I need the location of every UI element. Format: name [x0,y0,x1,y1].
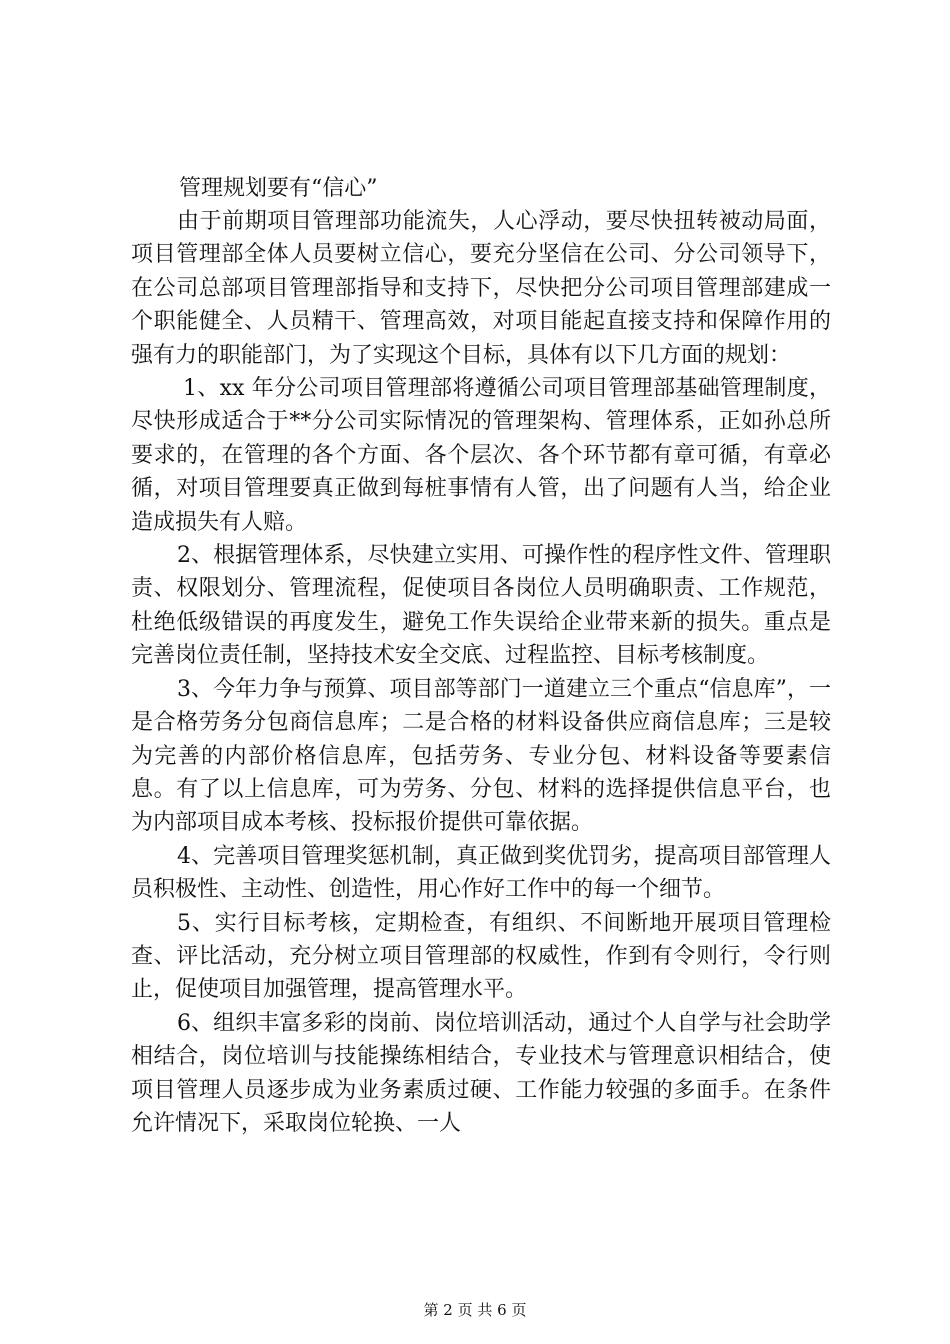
plan-item-4: 4、完善项目管理奖惩机制，真正做到奖优罚劣，提高项目部管理人员积极性、主动性、创造性，用心作好工作中的每一个细节。 [131,843,831,903]
plan-item-3: 3、今年力争与预算、项目部等部门一道建立三个重点“信息库”，一是合格劳务分包商信息库；二是合格的材料设备供应商信息库；三是较为完善的内部价格信息库，包括劳务、专业分包、材料设备等要素信息。有了以上信息库，可为劳务、分包、材料的选择提供信息平台，也为内部项目成本考核、投标报价提供可靠依据。 [131,676,831,836]
page-number-footer: 第 2 页 共 6 页 [423,1301,527,1319]
plan-item-6: 6、组织丰富多彩的岗前、岗位培训活动，通过个人自学与社会助学相结合，岗位培训与技能操练相结合，专业技术与管理意识相结合，使项目管理人员逐步成为业务素质过硬、工作能力较强的多面手。在条件允许情况下，采取岗位轮换、一人 [131,1010,831,1136]
section-heading: 管理规划要有“信心” [179,176,378,201]
intro-paragraph: 由于前期项目管理部功能流失，人心浮动，要尽快扭转被动局面，项目管理部全体人员要树立信心，要充分坚信在公司、分公司领导下，在公司总部项目管理部指导和支持下，尽快把分公司项目管理部建成一个职能健全、人员精干、管理高效，对项目能起直接支持和保障作用的强有力的职能部门，为了实现这个目标，具体有以下几方面的规划： [131,209,831,368]
plan-item-5: 5、实行目标考核，定期检查，有组织、不间断地开展项目管理检查、评比活动，充分树立项目管理部的权威性，作到有令则行，令行则止，促使项目加强管理，提高管理水平。 [131,910,831,1003]
plan-item-1: 1、xx 年分公司项目管理部将遵循公司项目管理部基础管理制度，尽快形成适合于**分公司实际情况的管理架构、管理体系，正如孙总所要求的，在管理的各个方面、各个层次、各个环节都有章可循，有章必循，对项目管理要真正做到每桩事情有人管，出了问题有人当，给企业造成损失有人赔。 [131,376,831,535]
document-body [131,172,831,1140]
plan-item-2: 2、根据管理体系，尽快建立实用、可操作性的程序性文件、管理职责、权限划分、管理流程，促使项目各岗位人员明确职责、工作规范，杜绝低级错误的再度发生，避免工作失误给企业带来新的损失。重点是完善岗位责任制，坚持技术安全交底、过程监控、目标考核制度。 [131,543,831,669]
